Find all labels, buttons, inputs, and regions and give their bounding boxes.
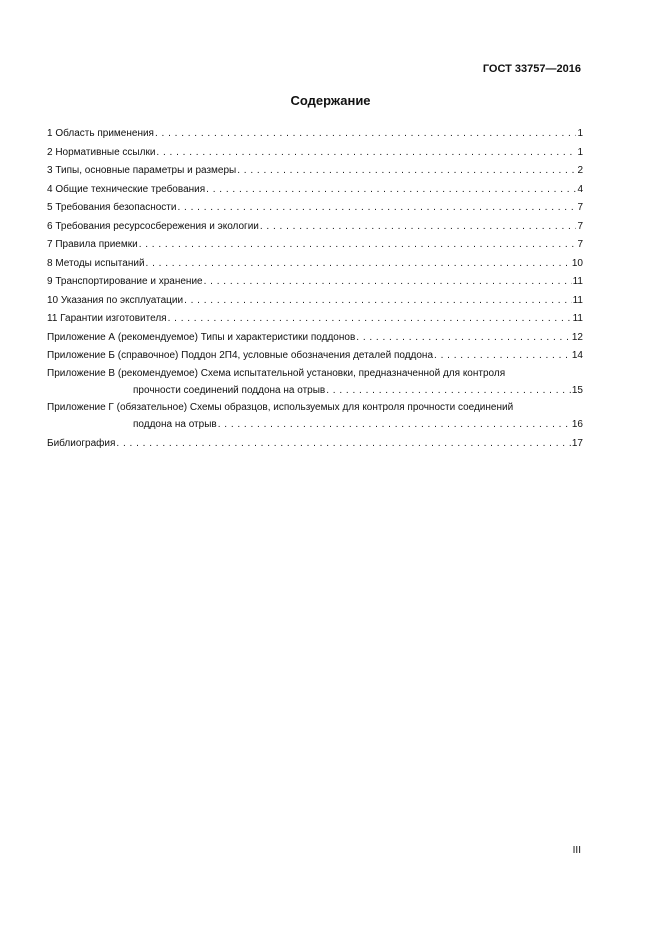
toc-item-label: 4 Общие технические требования: [47, 183, 206, 195]
toc-item-label: Приложение Г (обязательное) Схемы образцов, используемых для контроля прочности соединений: [47, 402, 514, 413]
toc-item-page: 15: [571, 384, 583, 396]
leader-dots: [260, 218, 577, 237]
toc-item-page: 12: [571, 331, 583, 343]
leader-dots: [218, 416, 571, 435]
toc-item-page: 7: [577, 220, 583, 232]
toc-item-1[interactable]: [47, 125, 583, 144]
toc-item-label: 6 Требования ресурсосбережения и экологии: [47, 220, 259, 232]
toc-item-label: 11 Гарантии изготовителя: [47, 313, 167, 324]
toc-item-3[interactable]: [47, 162, 583, 181]
toc-item-appendix-a[interactable]: [47, 329, 583, 348]
leader-dots: [155, 125, 576, 144]
leader-dots: [177, 199, 576, 218]
leader-dots: [237, 162, 576, 181]
leader-dots: [146, 255, 571, 274]
toc-item-page: 11: [572, 313, 583, 324]
toc-item-page: 11: [572, 276, 583, 287]
toc-item-label: Приложение Б (справочное) Поддон 2П4, условные обозначения деталей поддона: [47, 350, 434, 361]
toc-item-page: 17: [571, 437, 583, 449]
toc-item-page: 10: [571, 257, 583, 269]
leader-dots: [356, 329, 571, 348]
leader-dots: [326, 382, 571, 401]
toc-item-label: 9 Транспортирование и хранение: [47, 276, 203, 287]
toc-item-page: 1: [577, 146, 583, 158]
toc-item-label: Библиография: [47, 437, 116, 449]
document-code: ГОСТ 33757—2016: [482, 63, 581, 75]
table-of-contents: [47, 125, 583, 453]
toc-item-label: 3 Типы, основные параметры и размеры: [47, 165, 237, 176]
leader-dots: [206, 181, 576, 200]
toc-item-label: 7 Правила приемки: [47, 239, 138, 250]
toc-item-page: 4: [577, 183, 583, 195]
toc-item-appendix-v[interactable]: [47, 366, 583, 401]
toc-item-6[interactable]: [47, 218, 583, 237]
toc-item-8[interactable]: [47, 255, 583, 274]
toc-item-7[interactable]: [47, 236, 583, 255]
toc-item-page: 11: [572, 294, 583, 306]
toc-item-label: 5 Требования безопасности: [47, 202, 177, 213]
toc-title: Содержание: [290, 93, 371, 108]
toc-item-9[interactable]: [47, 273, 583, 292]
toc-item-label: 1 Область применения: [47, 128, 154, 139]
toc-item-page: 1: [577, 128, 583, 139]
toc-item-label: 8 Методы испытаний: [47, 257, 145, 269]
toc-item-page: 16: [571, 419, 583, 430]
toc-item-label: 2 Нормативные ссылки: [47, 146, 156, 158]
toc-item-page: 7: [577, 239, 583, 250]
toc-item-bibliography[interactable]: [47, 435, 583, 454]
toc-item-2[interactable]: [47, 144, 583, 163]
toc-item-appendix-g[interactable]: [47, 400, 583, 435]
leader-dots: [116, 435, 570, 454]
leader-dots: [168, 310, 572, 329]
leader-dots: [204, 273, 572, 292]
toc-item-appendix-b[interactable]: [47, 347, 583, 366]
toc-item-label: Приложение А (рекомендуемое) Типы и характеристики поддонов: [47, 331, 356, 343]
toc-item-11[interactable]: [47, 310, 583, 329]
toc-item-label: Приложение В (рекомендуемое) Схема испытательной установки, предназначенной для контроля: [47, 367, 506, 379]
toc-item-5[interactable]: [47, 199, 583, 218]
toc-item-label: 10 Указания по эксплуатации: [47, 294, 184, 306]
toc-item-label-continuation: поддона на отрыв: [133, 419, 217, 430]
toc-item-page: 2: [577, 165, 583, 176]
page-number: III: [572, 845, 581, 856]
toc-item-page: 14: [571, 350, 583, 361]
leader-dots: [434, 347, 571, 366]
toc-item-4[interactable]: [47, 181, 583, 200]
leader-dots: [139, 236, 577, 255]
toc-item-page: 7: [577, 202, 583, 213]
toc-item-10[interactable]: [47, 292, 583, 311]
toc-item-label-continuation: прочности соединений поддона на отрыв: [133, 384, 326, 396]
leader-dots: [156, 144, 576, 163]
leader-dots: [184, 292, 572, 311]
